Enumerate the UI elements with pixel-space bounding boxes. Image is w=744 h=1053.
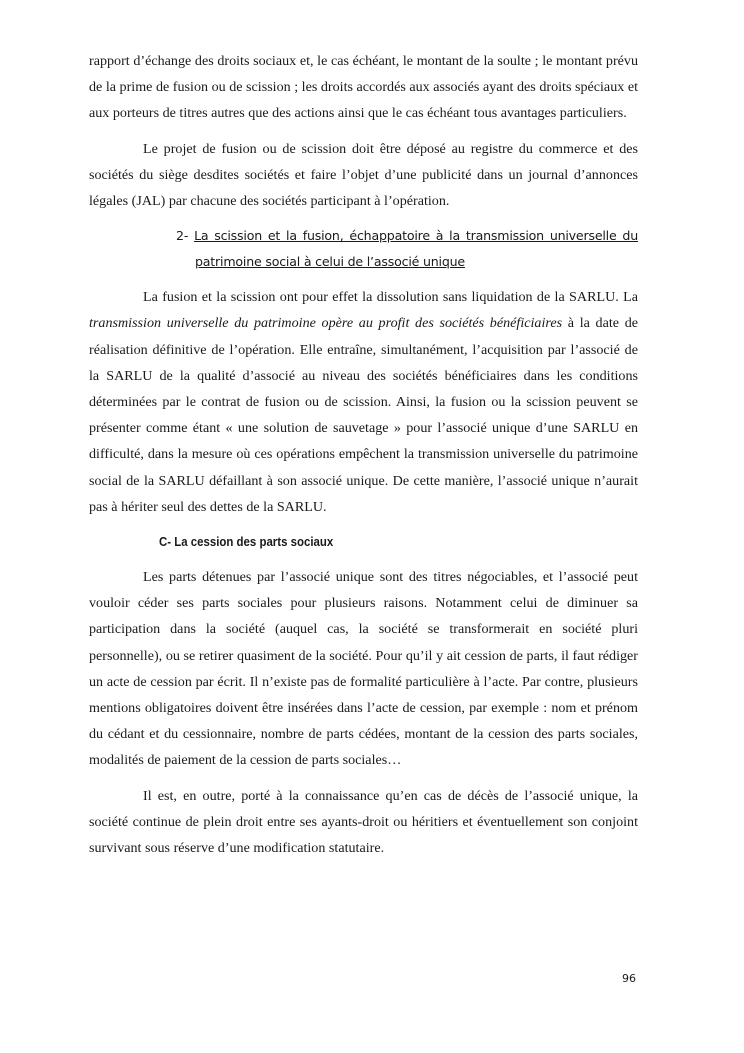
heading-text: La scission et la fusion, échappatoire à la transmission universelle du patrimoine social à celui de l’associé unique [194, 228, 638, 270]
paragraph-3-start: La fusion et la scission ont pour effet la dissolution sans liquidation de la SARLU. La [143, 289, 638, 306]
section-heading-c: C- La cession des parts sociaux [159, 534, 334, 550]
document-page [89, 48, 638, 861]
paragraph-3-italic: transmission universelle du patrimoine opère au profit des sociétés bénéficiaires [89, 315, 563, 332]
paragraph-3 [89, 284, 638, 520]
page-number: 96 [622, 972, 636, 985]
paragraph-5: Il est, en outre, porté à la connaissance qu’en cas de décès de l’associé unique, la société continue de plein droit entre ses ayants-droit ou héritiers et éventuellement son conjoint survivant sous réserve d’une modification statutaire. [89, 787, 638, 857]
section-heading-2 [176, 223, 638, 275]
paragraph-4: Les parts détenues par l’associé unique sont des titres négociables, et l’associé peut vouloir céder ses parts sociales pour plusieurs raisons. Notamment celui de diminuer sa participation dans la société (auquel cas, la société se transformerait en société pluri personnelle), ou se retirer quasiment de la société. Pour qu’il y ait cession de parts, il faut rédiger un acte de cession par écrit. Il n’existe pas de formalité particulière à l’acte. Par contre, plusieurs mentions obligatoires doivent être insérées dans l’acte de cession, par exemple : nom et prénom du cédant et du cessionnaire, nombre de parts cédées, montant de la cession des parts sociales, modalités de paiement de la cession de parts sociales… [89, 569, 638, 769]
paragraph-2: Le projet de fusion ou de scission doit être déposé au registre du commerce et des sociétés du siège desdites sociétés et faire l’objet d’une publicité dans un journal d’annonces légales (JAL) par chacune des sociétés participant à l’opération. [89, 140, 638, 210]
paragraph-3-end: à la date de réalisation définitive de l’opération. Elle entraîne, simultanément, l’acquisition par l’associé de la SARLU de la qualité d’associé au niveau des sociétés bénéficiaires dans les conditions déterminées par le contrat de fusion ou de scission. Ainsi, la fusion ou la scission peuvent se présenter comme étant « une solution de sauvetage » pour l’associé unique d’une SARLU en difficulté, dans la mesure où ces opérations empêchent la transmission universelle du patrimoine social de la SARLU défaillant à son associé unique. De cette manière, l’associé unique n’aurait pas à hériter seul des dettes de la SARLU. [89, 315, 638, 515]
heading-number: 2- [176, 228, 189, 244]
paragraph-1: rapport d’échange des droits sociaux et, le cas échéant, le montant de la soulte ; le montant prévu de la prime de fusion ou de scission ; les droits accordés aux associés ayant des droits spéciaux et aux porteurs de titres autres que des actions ainsi que le cas échéant tous avantages particuliers. [89, 53, 638, 122]
